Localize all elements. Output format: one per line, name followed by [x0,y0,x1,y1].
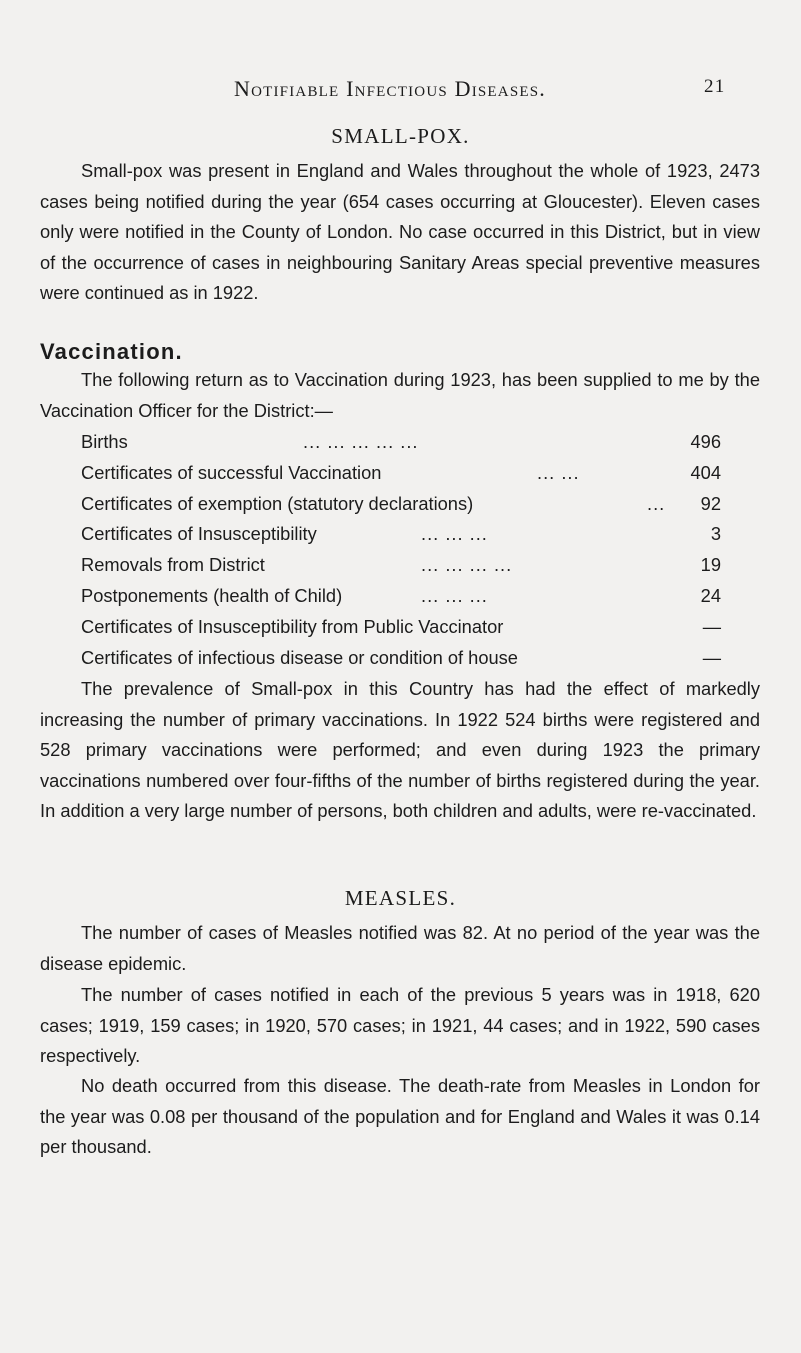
page-number: 21 [704,76,726,97]
row-value: 3 [710,523,721,545]
table-row [81,612,721,643]
table-row [81,489,721,520]
row-value: 92 [700,492,721,514]
row-label: Births [81,431,128,452]
vaccination-intro: The following return as to Vaccination during 1923, has been supplied to me by the Vaccination Officer for the District:— [40,369,760,421]
row-value: — [702,615,721,637]
row-value: 404 [690,461,721,483]
vaccination-prevalence-paragraph: The prevalence of Small-pox in this Country has had the effect of markedly increasing the number of primary vaccinations. In 1922 524 births were registered and 528 primary vaccinations were performed; and even during 1923 the primary vaccinations numbered over four-fifths of the number of births registered during the year. In addition a very large number of persons, both children and adults, were re-vaccinated. [40,678,760,822]
row-leader-dots: ... ... ... [421,523,488,545]
row-label: Certificates of infectious disease or condition of house [81,646,518,668]
table-row [81,427,721,458]
table-row [81,458,721,489]
vaccination-return-table [81,427,721,673]
row-leader-dots: ... ... [537,461,580,483]
smallpox-heading: SMALL-POX. [331,124,470,148]
measles-paragraph-3: No death occurred from this disease. The death-rate from Measles in London for the year was 0.08 per thousand of the population and for England and Wales it was 0.14 per thousand. [40,1075,760,1158]
measles-heading: MEASLES. [344,886,457,910]
row-label: Certificates of exemption (statutory declarations) [81,492,474,514]
row-label: Postponements (health of Child) [81,584,343,606]
row-leader-dots: ... ... ... ... [421,554,513,576]
row-leader-dots: ... ... ... ... ... [303,431,419,452]
row-leader-dots: ... ... ... [421,584,488,606]
row-value: 24 [700,584,721,606]
table-row [81,643,721,674]
table-row [81,581,721,612]
row-value: 496 [690,431,721,452]
vaccination-heading: Vaccination. [40,339,183,364]
row-leader-dots: ... [647,492,666,514]
row-label: Removals from District [81,554,265,576]
row-value: — [702,646,721,668]
measles-paragraph-1: The number of cases of Measles notified was 82. At no period of the year was the disease epidemic. [40,922,760,974]
running-head-title: Notifiable Infectious Diseases. [234,76,546,101]
measles-paragraph-2: The number of cases notified in each of the previous 5 years was in 1918, 620 cases; 1919, 159 cases; in 1920, 570 cases; in 1921, 44 cases; and in 1922, 590 cases respectively. [40,984,760,1067]
table-row [81,519,721,550]
smallpox-paragraph: Small-pox was present in England and Wales throughout the whole of 1923, 2473 cases being notified during the year (654 cases occurring at Gloucester). Eleven cases only were notified in the County of London. No case occurred in this District, but in view of the occurrence of cases in neighbouring Sanitary Areas special preventive measures were continued as in 1922. [40,160,760,304]
row-label: Certificates of successful Vaccination [81,461,382,483]
table-row [81,550,721,581]
row-label: Certificates of Insusceptibility [81,523,317,545]
row-value: 19 [700,554,721,576]
row-label: Certificates of Insusceptibility from Public Vaccinator [81,615,504,637]
